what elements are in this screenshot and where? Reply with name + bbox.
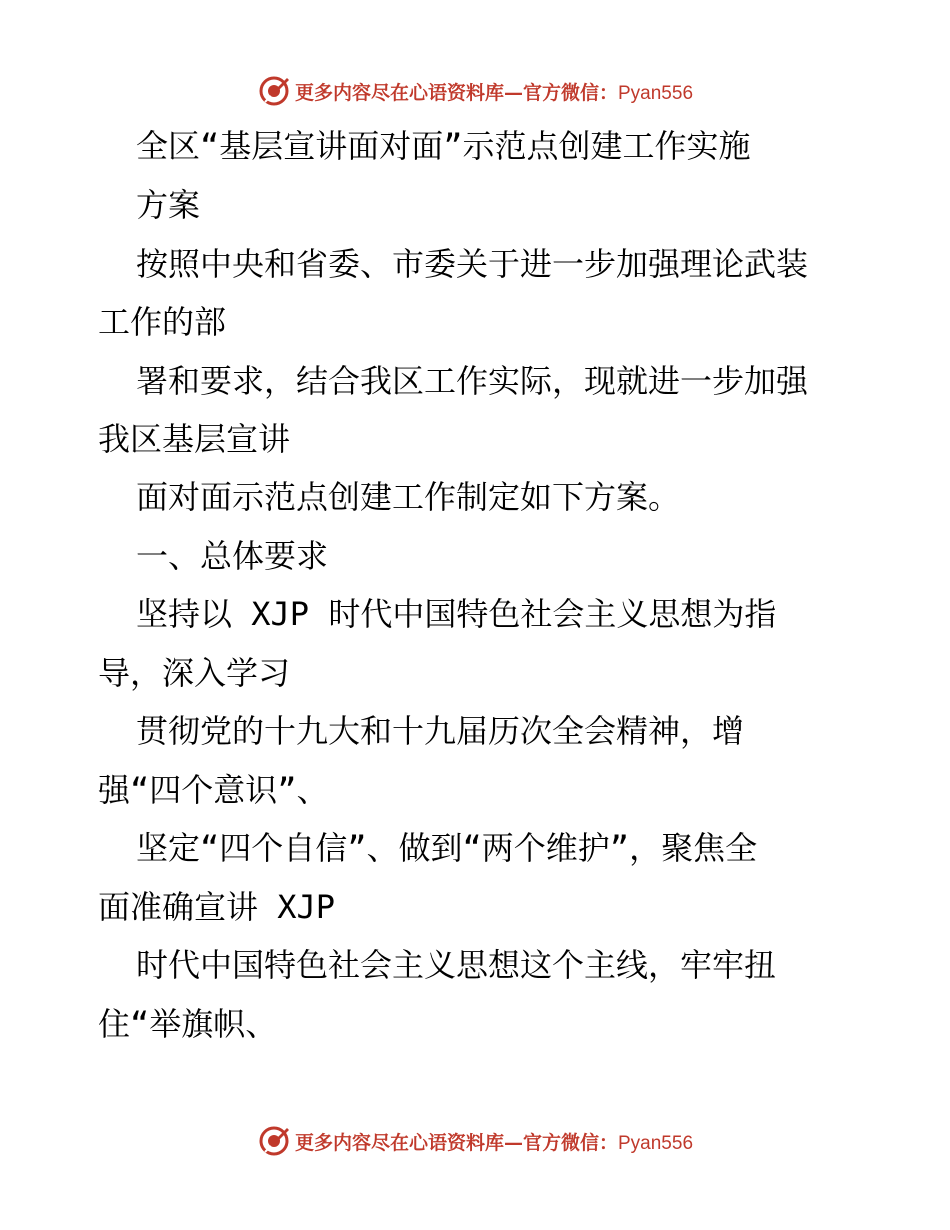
header-banner-text: 更多内容尽在心语资料库—官方微信： (294, 81, 618, 104)
doc-line: 面对面示范点创建工作制定如下方案。 (136, 478, 681, 516)
doc-line: 住“举旗帜、 (98, 1005, 278, 1043)
doc-line: 工作的部 (98, 303, 227, 341)
doc-title-line-1: 全区“基层宣讲面对面”示范点创建工作实施 (136, 127, 751, 165)
header-banner (0, 71, 950, 111)
doc-line: 贯彻党的十九大和十九届历次全会精神，增 (136, 712, 745, 750)
doc-line: 我区基层宣讲 (98, 420, 291, 458)
doc-section-heading: 一、总体要求 (136, 537, 329, 575)
doc-line: 坚定“四个自信”、做到“两个维护”，聚焦全 (136, 829, 758, 867)
footer-wechat-id: Pyan556 (618, 1132, 694, 1154)
pen-logo-icon (257, 74, 291, 108)
footer-banner-text: 更多内容尽在心语资料库—官方微信： (294, 1131, 618, 1154)
doc-line: 按照中央和省委、市委关于进一步加强理论武装 (136, 245, 809, 283)
doc-line: 坚持以 XJP 时代中国特色社会主义思想为指 (136, 595, 777, 633)
doc-line: 导，深入学习 (98, 654, 291, 692)
doc-line: 署和要求，结合我区工作实际，现就进一步加强 (136, 362, 809, 400)
pen-logo-icon (257, 1124, 291, 1158)
doc-line: 强“四个意识”、 (98, 771, 329, 809)
footer-banner (0, 1121, 950, 1161)
header-wechat-id: Pyan556 (618, 82, 694, 104)
doc-line: 面准确宣讲 XJP (98, 888, 336, 926)
doc-line: 时代中国特色社会主义思想这个主线，牢牢扭 (136, 946, 777, 984)
doc-title-line-2: 方案 (136, 186, 201, 224)
